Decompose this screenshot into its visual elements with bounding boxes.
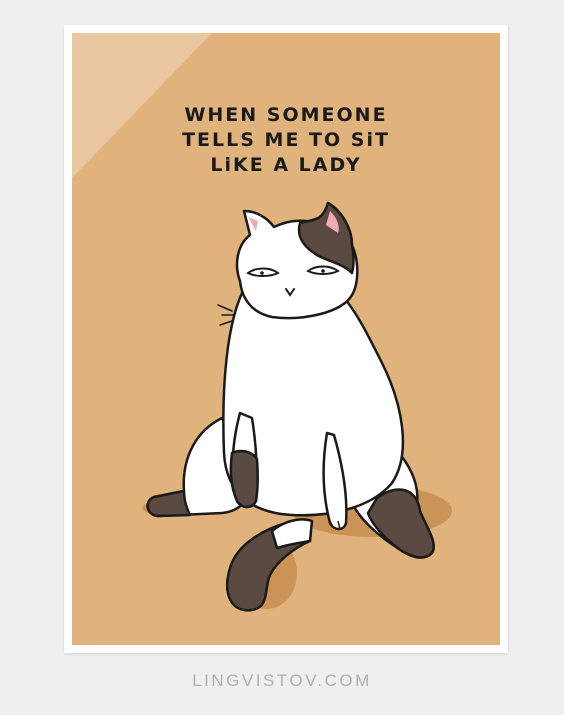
caption-line-3: LiKE A LADY (210, 154, 362, 176)
right-pupil (321, 269, 325, 273)
poster-artwork (72, 33, 500, 645)
left-arm-patch (231, 451, 258, 507)
site-url: LINGVISTOV.COM (192, 671, 372, 690)
cat-illustration (72, 33, 500, 645)
caption-line-2: TELLS ME TO SiT (182, 129, 390, 151)
left-foot-patch (148, 491, 190, 516)
caption-line-1: WHEN SOMEONE (184, 104, 388, 126)
left-pupil (260, 271, 264, 275)
poster-frame (64, 25, 508, 653)
